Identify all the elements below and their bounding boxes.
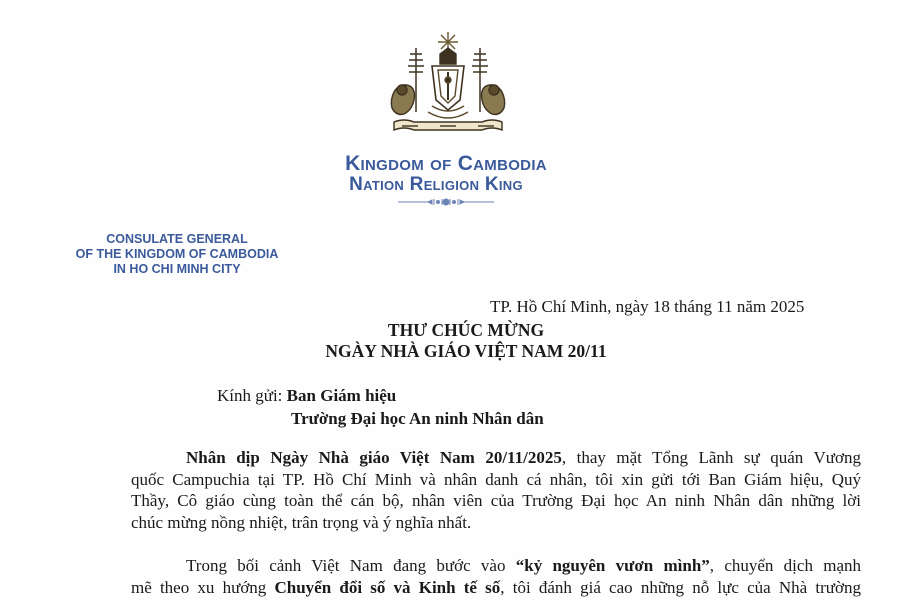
paragraph-text: mẽ theo xu hướng bbox=[131, 577, 275, 597]
decorative-divider-icon bbox=[398, 196, 494, 208]
paragraph-text: Trong bối cảnh Việt Nam đang bước vào bbox=[186, 556, 516, 575]
bold-lead-text: Nhân dịp Ngày Nhà giáo Việt Nam 20/11/2025 bbox=[186, 448, 562, 467]
paragraph-line: chúc mừng nồng nhiệt, trân trọng và ý nghĩa nhất. bbox=[131, 512, 472, 532]
paragraph-text: , chuyển dịch mạnh bbox=[709, 556, 861, 575]
royal-coat-of-arms-icon bbox=[388, 30, 508, 136]
bold-phrase: “kỷ nguyên vươn mình” bbox=[515, 556, 710, 575]
sender-line-2: OF THE KINGDOM OF CAMBODIA bbox=[75, 247, 279, 261]
paragraph-line: Thầy, Cô giáo cùng toàn thể cán bộ, nhân viên của Trường Đại học An ninh Nhân dân những lời bbox=[131, 491, 861, 510]
body-paragraph-1 bbox=[131, 447, 861, 533]
paragraph-line bbox=[131, 555, 861, 577]
letter-title: THƯ CHÚC MỪNG bbox=[387, 320, 545, 340]
letter-subtitle: NGÀY NHÀ GIÁO VIỆT NAM 20/11 bbox=[325, 341, 607, 361]
paragraph-line bbox=[131, 447, 861, 469]
national-motto: Nation Religion King bbox=[349, 174, 523, 195]
paragraph-text: , thay mặt Tổng Lãnh sự quán Vương bbox=[561, 448, 861, 467]
paragraph-line: quốc Campuchia tại TP. Hồ Chí Minh và nhân danh cá nhân, tôi xin gửi tới Ban Giám hiệu, Quý bbox=[131, 469, 861, 489]
paragraph-text: , tôi đánh giá cao những nỗ lực của Nhà trường bbox=[500, 577, 861, 597]
salutation-label: Kính gửi: bbox=[217, 386, 287, 405]
date-place-line: TP. Hồ Chí Minh, ngày 18 tháng 11 năm 2025 bbox=[490, 297, 805, 316]
recipient-secondary: Trường Đại học An ninh Nhân dân bbox=[291, 409, 544, 428]
bold-phrase: Chuyển đổi số và Kinh tế số bbox=[274, 577, 501, 597]
body-paragraph-2 bbox=[131, 555, 861, 598]
sender-line-3: IN HO CHI MINH CITY bbox=[113, 262, 241, 276]
salutation-line bbox=[217, 386, 396, 406]
recipient-primary: Ban Giám hiệu bbox=[286, 386, 397, 405]
kingdom-title: Kingdom of Cambodia bbox=[345, 152, 547, 175]
paragraph-line bbox=[131, 577, 861, 599]
sender-block bbox=[54, 232, 300, 277]
sender-line-1: CONSULATE GENERAL bbox=[106, 232, 248, 246]
